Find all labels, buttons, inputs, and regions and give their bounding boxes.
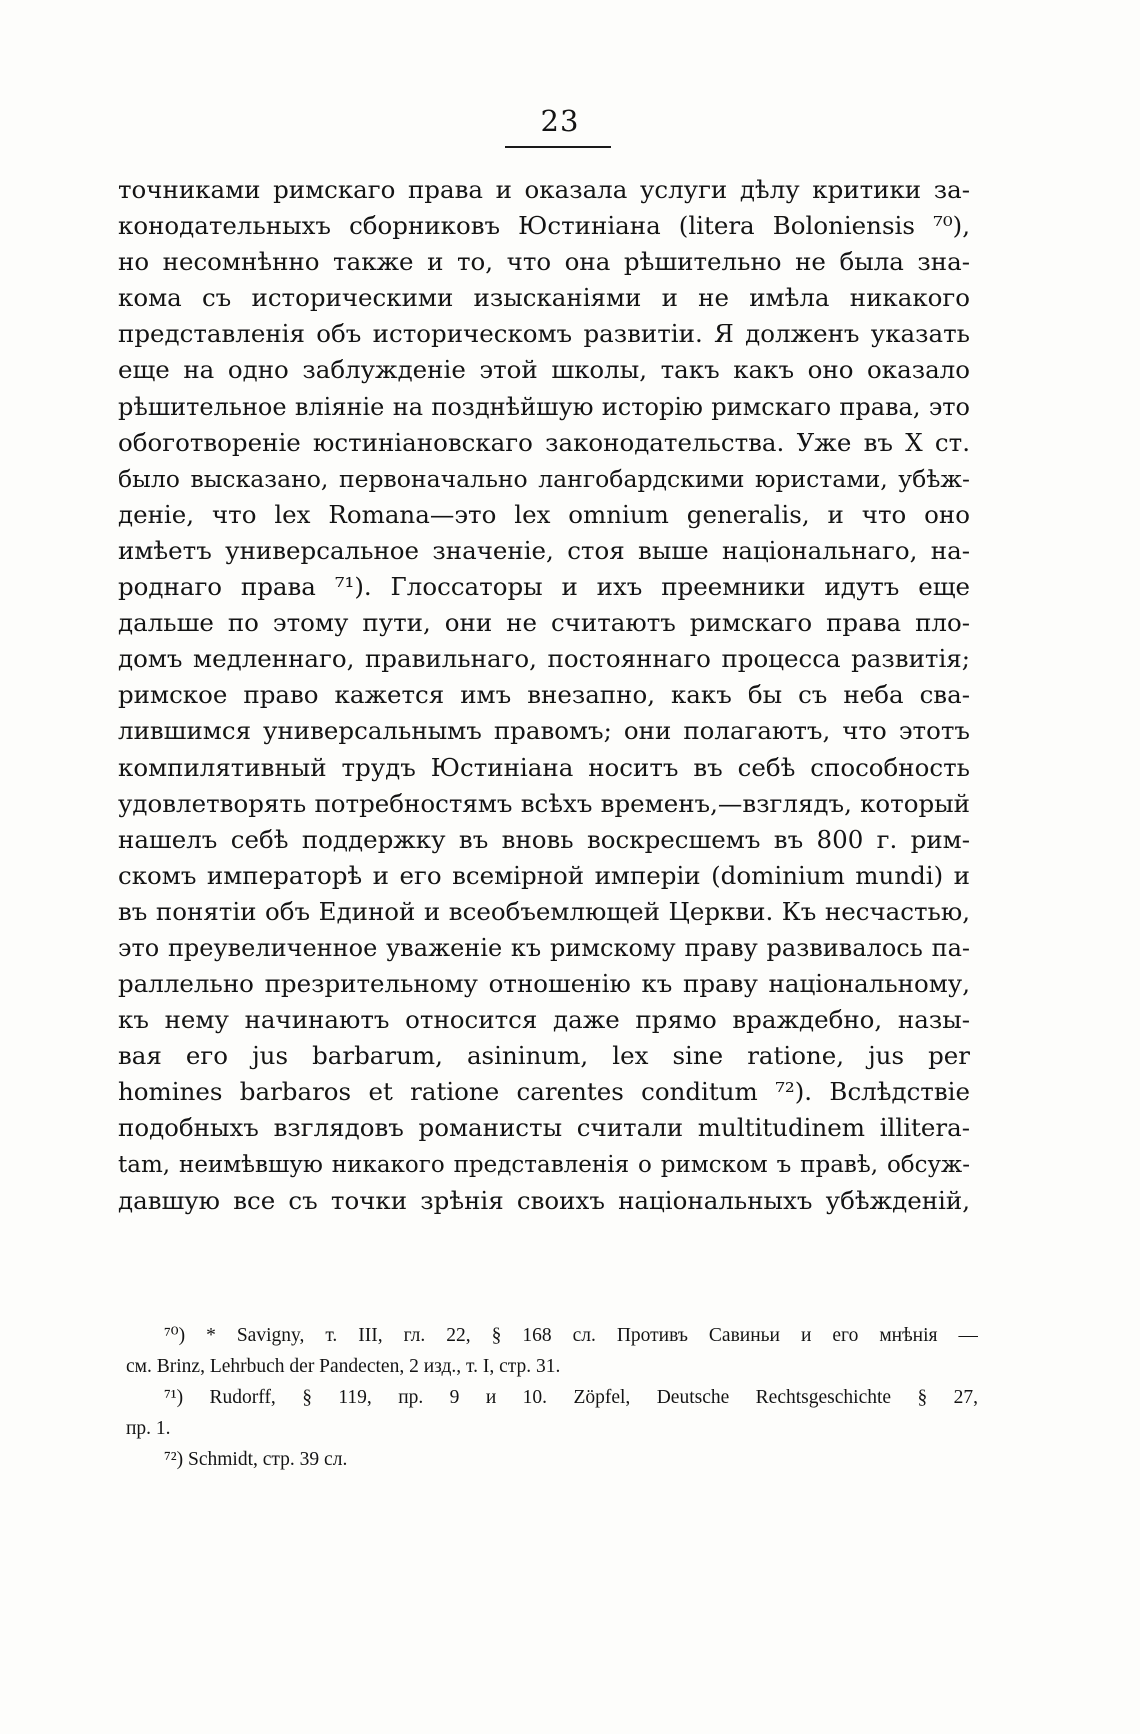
text-line: это преувеличенное уваженіе къ римскому праву развивалось па- xyxy=(118,933,970,962)
footnote-71-cont: пр. 1. xyxy=(126,1418,171,1439)
text-line: деніе, что lex Romana—это lex omnium generalis, и что оно xyxy=(118,499,970,529)
text-line: дальше по этому пути, они не считаютъ римскаго права пло- xyxy=(118,608,970,638)
text-line: tam, неимѣвшую никакого представленія о римском ъ правѣ, обсуж- xyxy=(118,1151,970,1178)
page-number: 23 xyxy=(540,104,580,138)
text-line: но несомнѣнно также и то, что она рѣшительно не была зна- xyxy=(118,247,970,277)
text-line: удовлетворять потребностямъ всѣхъ временъ,—взглядъ, который xyxy=(118,788,970,818)
text-line: кома съ историческими изысканіями и не имѣла никакого xyxy=(118,283,970,313)
text-line: въ понятіи объ Единой и всеобъемлющей Церкви. Къ несчастью, xyxy=(118,896,970,926)
text-line: конодательныхъ сборниковъ Юстиніана (litera Boloniensis ⁷⁰), xyxy=(118,211,970,241)
text-line: римское право кажется имъ внезапно, какъ бы съ неба сва- xyxy=(118,680,970,710)
footnote-72: ⁷²) Schmidt, стр. 39 сл. xyxy=(164,1449,348,1470)
text-line: къ нему начинаютъ относится даже прямо враждебно, назы- xyxy=(118,1005,970,1035)
text-line: обоготвореніе юстиніановскаго законодательства. Уже въ X ст. xyxy=(118,427,970,457)
text-line: рѣшительное вліяніе на позднѣйшую исторію римскаго права, это xyxy=(118,392,970,421)
text-line: подобныхъ взглядовъ романисты считали multitudinem illitera- xyxy=(118,1113,970,1143)
text-line: имѣетъ универсальное значеніе, стоя выше національнаго, на- xyxy=(118,535,970,565)
text-line: роднаго права ⁷¹). Глоссаторы и ихъ преемники идутъ еще xyxy=(118,572,970,602)
footnote-70: ⁷⁰) * Savigny, т. III, гл. 22, § 168 сл. Противъ Савиньи и его мнѣнія — xyxy=(164,1325,978,1346)
footnote-70-cont: см. Brinz, Lehrbuch der Pandecten, 2 изд., т. I, стр. 31. xyxy=(126,1356,561,1377)
footnotes xyxy=(126,1320,978,1475)
text-line: еще на одно заблужденіе этой школы, такъ какъ оно оказало xyxy=(118,355,970,385)
text-line: лившимся универсальнымъ правомъ; они полагаютъ, что этотъ xyxy=(118,716,970,746)
header-rule xyxy=(505,146,611,148)
text-line: homines barbaros et ratione carentes conditum ⁷²). Вслѣдствіе xyxy=(118,1077,970,1107)
text-line: раллельно презрительному отношенію къ праву національному, xyxy=(118,969,970,999)
text-line: компилятивный трудъ Юстиніана носитъ въ себѣ способность xyxy=(118,752,970,782)
body-text xyxy=(118,172,970,1219)
text-line: точниками римскаго права и оказала услуги дѣлу критики за- xyxy=(118,175,970,204)
text-line: давшую все съ точки зрѣнія своихъ національныхъ убѣжденій, xyxy=(118,1185,970,1215)
footnote-71: ⁷¹) Rudorff, § 119, пр. 9 и 10. Zöpfel, Deutsche Rechtsgeschichte § 27, xyxy=(164,1387,978,1408)
text-line: представленія объ историческомъ развитіи. Я долженъ указать xyxy=(118,319,970,349)
text-line: домъ медленнаго, правильнаго, постояннаго процесса развитія; xyxy=(118,644,970,674)
text-line: вая его jus barbarum, asininum, lex sine ratione, jus per xyxy=(118,1041,970,1071)
text-line: нашелъ себѣ поддержку въ вновь воскресшемъ въ 800 г. рим- xyxy=(118,824,970,854)
text-line: было высказано, первоначально лангобардскими юристами, убѣж- xyxy=(118,464,970,493)
text-line: скомъ императорѣ и его всемірной имперіи (dominium mundi) и xyxy=(118,860,970,890)
